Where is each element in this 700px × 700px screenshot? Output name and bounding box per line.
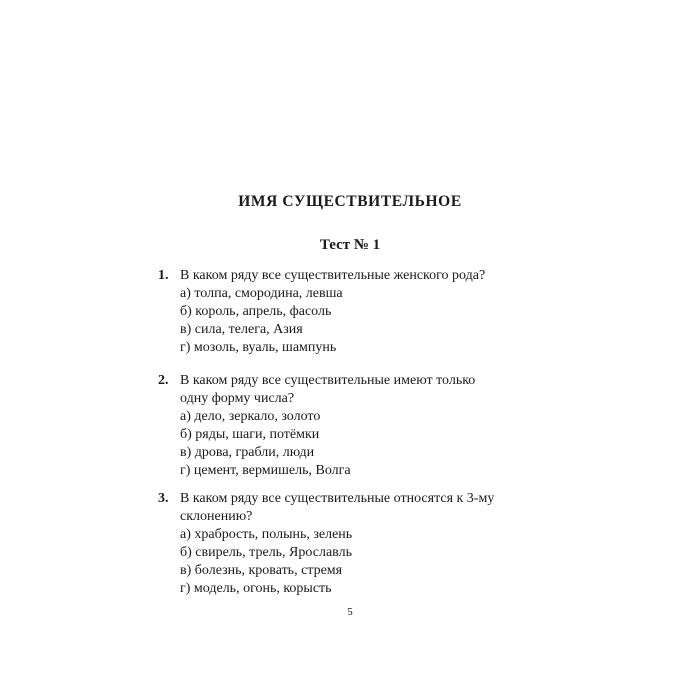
option-b: б) свирель, трель, Ярославль bbox=[180, 545, 352, 560]
option-d: г) модель, огонь, корысть bbox=[180, 581, 332, 596]
test-subtitle: Тест № 1 bbox=[319, 237, 381, 253]
option-c: в) сила, телега, Азия bbox=[180, 322, 303, 337]
question-header bbox=[158, 267, 548, 285]
question-3 bbox=[158, 490, 548, 598]
option-b: б) ряды, шаги, потёмки bbox=[180, 427, 320, 442]
option-c: в) болезнь, кровать, стремя bbox=[180, 563, 343, 578]
question-text: В каком ряду все существительные имеют только bbox=[180, 373, 476, 388]
option-b: б) король, апрель, фасоль bbox=[180, 304, 332, 319]
answer-options bbox=[158, 285, 548, 357]
page-title: ИМЯ СУЩЕСТВИТЕЛЬНОЕ bbox=[238, 193, 462, 210]
question-1 bbox=[158, 267, 548, 357]
question-text: В каком ряду все существительные женского рода? bbox=[180, 268, 486, 283]
option-d: г) мозоль, вуаль, шампунь bbox=[180, 340, 337, 355]
question-text-continued: одну форму числа? bbox=[180, 391, 295, 406]
option-d: г) цемент, вермишель, Волга bbox=[180, 463, 351, 478]
question-text-continued: склонению? bbox=[180, 509, 253, 524]
question-number: 3. bbox=[158, 491, 169, 506]
option-c: в) дрова, грабли, люди bbox=[180, 445, 315, 460]
option-a: а) толпа, смородина, левша bbox=[180, 286, 343, 301]
question-text: В каком ряду все существительные относятся к 3-му bbox=[180, 491, 495, 506]
question-header bbox=[158, 490, 548, 508]
question-2 bbox=[158, 372, 548, 480]
question-header bbox=[158, 372, 548, 390]
page-number: 5 bbox=[347, 606, 353, 618]
option-a: а) храбрость, полынь, зелень bbox=[180, 527, 353, 542]
answer-options bbox=[158, 408, 548, 480]
option-a: а) дело, зеркало, золото bbox=[180, 409, 321, 424]
question-number: 1. bbox=[158, 268, 169, 283]
question-number: 2. bbox=[158, 373, 169, 388]
answer-options bbox=[158, 526, 548, 598]
